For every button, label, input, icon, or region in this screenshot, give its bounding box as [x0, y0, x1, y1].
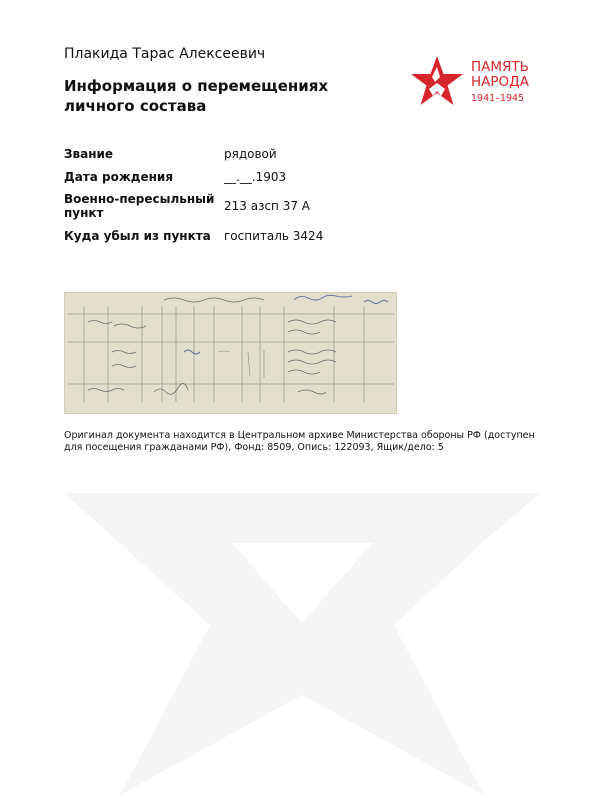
- logo-years: 1941–1945: [471, 93, 525, 104]
- info-label: Звание: [64, 146, 114, 161]
- logo-line: ПАМЯТЬ: [471, 59, 529, 75]
- info-value: 213 азсп 37 А: [224, 199, 311, 213]
- pamyat-naroda-logo[interactable]: [411, 56, 551, 106]
- info-label: Дата рождения: [64, 169, 174, 184]
- info-label: Куда убыл из пункта: [64, 228, 211, 243]
- info-row-destination: [64, 228, 484, 243]
- person-name: Плакида Тарас Алексеевич: [64, 46, 266, 62]
- archive-caption: Оригинал документа находится в Центральном архиве Министерства обороны РФ (доступен для посещения гражданами РФ), Фонд: 8509, Опись: 122093, Ящик/дело: 5: [64, 430, 535, 453]
- info-value: госпиталь 3424: [224, 228, 324, 243]
- info-value: __.__.1903: [224, 169, 287, 184]
- info-row-rank: [64, 146, 484, 161]
- info-value: рядовой: [224, 146, 277, 161]
- logo-line: НАРОДА: [471, 74, 529, 90]
- info-table: [64, 146, 484, 251]
- document-scan-image[interactable]: [64, 292, 397, 414]
- info-label: Военно-пересыльный пункт: [64, 192, 215, 220]
- red-star-icon: [411, 56, 463, 106]
- document-title-line: Информация о перемещениях: [64, 77, 329, 95]
- document-title: [64, 76, 364, 116]
- info-row-birth-date: [64, 169, 484, 184]
- document-title-line: личного состава: [64, 97, 207, 115]
- info-row-transit-point: [64, 192, 484, 220]
- logo-text: [471, 60, 529, 105]
- watermark-star-icon: [64, 445, 540, 795]
